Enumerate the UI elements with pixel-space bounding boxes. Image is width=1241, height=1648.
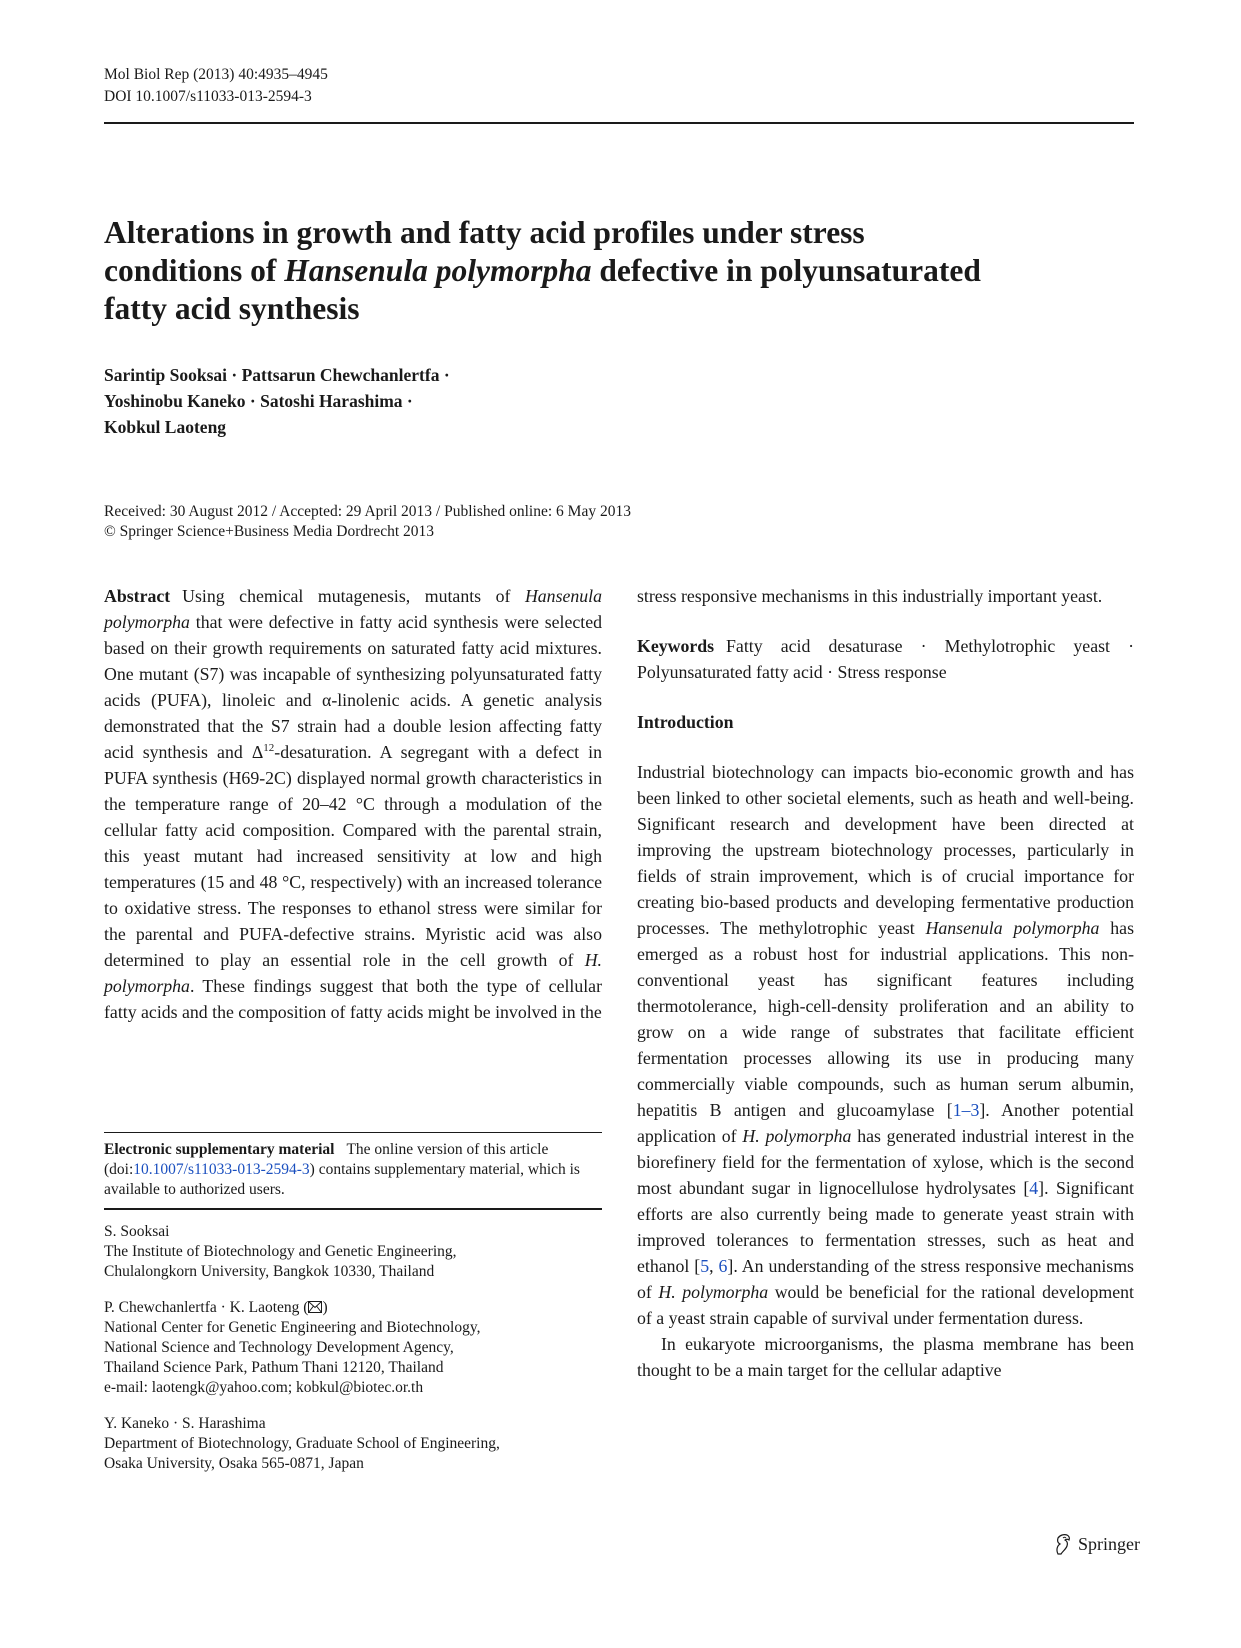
right-column [637,583,1134,1383]
affiliation-line: Thailand Science Park, Pathum Thani 12120, Thailand [104,1359,444,1376]
affiliation-line: Department of Biotechnology, Graduate School of Engineering, [104,1435,500,1452]
intro-text: has generated industrial interest in the biorefinery field for the fermentation of xylose, which is the second most abundant sugar in lignocellulose hydrolysates [ [637,1126,1134,1198]
citation-link[interactable]: 1–3 [952,1100,980,1120]
springer-logo [1052,1533,1140,1555]
affiliation-block [104,1222,602,1282]
affiliation-rule [104,1208,602,1210]
affiliation-line: National Science and Technology Development Agency, [104,1339,454,1356]
introduction-paragraph [637,759,1134,1331]
intro-text: , [709,1256,719,1276]
author-line: Sarintip Sooksai · Pattsarun Chewchanlertfa · [104,365,450,385]
intro-text: ]. Significant efforts are also currently being made to generate yeast strain with improved tolerances to fermentation stresses, such as heat and ethanol [ [637,1178,1135,1276]
author-line: Kobkul Laoteng [104,417,227,437]
copyright-line: © Springer Science+Business Media Dordrecht 2013 [104,523,435,540]
abstract-continuation [637,583,1134,609]
intro-text: has emerged as a robust host for industrial applications. This non-conventional yeast has significant features including thermotolerance, high-cell-density proliferation and an ability to grow on a wide range of substrates that facilitate efficient fermentation processes allowing its use in producing many commercially viable compounds, such as human serum albumin, hepatitis B antigen and glucoamylase [ [637,918,1134,1120]
affiliation-line: National Center for Genetic Engineering and Biotechnology, [104,1319,481,1336]
intro-species: H. polymorpha [658,1282,769,1302]
intro-text: In eukaryote microorganisms, the plasma membrane has been thought to be a main target for the cellular adaptive [637,1334,1134,1380]
affiliation-name: Y. Kaneko · S. Harashima [104,1415,266,1432]
envelope-icon [308,1301,322,1313]
affiliation-block [104,1298,602,1398]
received-dates: Received: 30 August 2012 / Accepted: 29 April 2013 / Published online: 6 May 2013 [104,503,631,520]
delta-superscript: 12 [263,742,275,755]
intro-text: would be beneficial for the rational development of a yeast strain capable of survival under fermentation duress. [637,1282,1134,1328]
title-species: Hansenula polymorpha [284,253,592,288]
affiliation-line: The Institute of Biotechnology and Genetic Engineering, [104,1243,457,1260]
intro-text: ]. An understanding of the stress responsive mechanisms of [637,1256,1134,1302]
article-title [104,214,1004,328]
abstract-paragraph [104,583,602,1025]
author-line: Yoshinobu Kaneko · Satoshi Harashima · [104,391,413,411]
springer-wordmark: Springer [1078,1533,1140,1554]
journal-citation: Mol Biol Rep (2013) 40:4935–4945 [104,66,328,83]
affiliation-name-end: ) [322,1299,328,1316]
springer-horse-icon [1052,1533,1072,1555]
title-text-1: Alterations in growth and fatty acid profiles under stress conditions of [104,215,865,288]
abstract-text: stress responsive mechanisms in this industrially important yeast. [637,586,1103,606]
introduction-paragraph [637,1331,1134,1383]
journal-header [104,64,328,108]
header-rule [104,122,1134,124]
keywords-list: Fatty acid desaturase · Methylotrophic yeast · Polyunsaturated fatty acid · Stress response [637,636,1134,682]
esm-text: The online version of this article (doi: [104,1141,549,1178]
doi-link[interactable]: 10.1007/s11033-013-2594-3 [133,1161,310,1178]
citation-link[interactable]: 4 [1029,1178,1039,1198]
abstract-species: Hansenula polymorpha [104,586,602,632]
citation-link[interactable]: 5 [700,1256,710,1276]
affiliation-name [104,1298,602,1318]
email-line[interactable]: e-mail: laotengk@yahoo.com; kobkul@biotec.or.th [104,1379,424,1396]
introduction-heading: Introduction [637,712,734,732]
abstract-species: H. polymorpha [104,950,602,996]
affiliation-line: Osaka University, Osaka 565-0871, Japan [104,1455,364,1472]
affiliation-name-text: P. Chewchanlertfa · K. Laoteng ( [104,1299,309,1316]
esm-text: ) contains supplementary material, which is available to authorized users. [104,1161,580,1198]
esm-heading: Electronic supplementary material [104,1141,335,1158]
abstract-text: that were defective in fatty acid synthesis were selected based on their growth requirements on saturated fatty acid mixtures. One mutant (S7) was incapable of synthesizing polyunsaturated fatty acids (PUFA), linoleic and α-linolenic acids. A genetic analysis demonstrated that the S7 strain had a double lesion affecting fatty acid synthesis and Δ [104,612,602,762]
affiliation-block [104,1414,602,1474]
keywords [637,633,1134,685]
doi-line: DOI 10.1007/s11033-013-2594-3 [104,88,312,105]
esm-rule [104,1132,602,1133]
abstract-heading: Abstract [104,586,171,606]
citation-link[interactable]: 6 [718,1256,728,1276]
abstract-section [104,583,602,1025]
title-text-2: defective in polyunsaturated fatty acid synthesis [104,253,981,326]
abstract-text: Using chemical mutagenesis, mutants of [182,586,525,606]
intro-species: Hansenula polymorpha [925,918,1100,938]
affiliation-name: S. Sooksai [104,1223,170,1240]
keywords-heading: Keywords [637,636,715,656]
affiliation-line: Chulalongkorn University, Bangkok 10330, Thailand [104,1263,435,1280]
intro-species: H. polymorpha [742,1126,852,1146]
intro-text: ]. Another potential application of [637,1100,1135,1146]
intro-text: Industrial biotechnology can impacts bio-economic growth and has been linked to other societal elements, such as heath and well-being. Significant research and development have been directed at improving the upstream biotechnology processes, particularly in fields of strain improvement, which is of crucial importance for creating bio-based products and developing fermentative production processes. The methylotrophic yeast [637,762,1134,938]
abstract-text: . These findings suggest that both the type of cellular fatty acids and the composition of fatty acids might be involved in the [104,976,602,1022]
author-list [104,362,804,440]
publication-dates [104,502,904,542]
abstract-text: -desaturation. A segregant with a defect in PUFA synthesis (H69-2C) displayed normal growth characteristics in the temperature range of 20–42 °C through a modulation of the cellular fatty acid composition. Compared with the parental strain, this yeast mutant had increased sensitivity at low and high temperatures (15 and 48 °C, respectively) with an increased tolerance to oxidative stress. The responses to ethanol stress were similar for the parental and PUFA-defective strains. Myristic acid was also determined to play an essential role in the cell growth of [104,742,603,970]
esm-note [104,1140,602,1200]
